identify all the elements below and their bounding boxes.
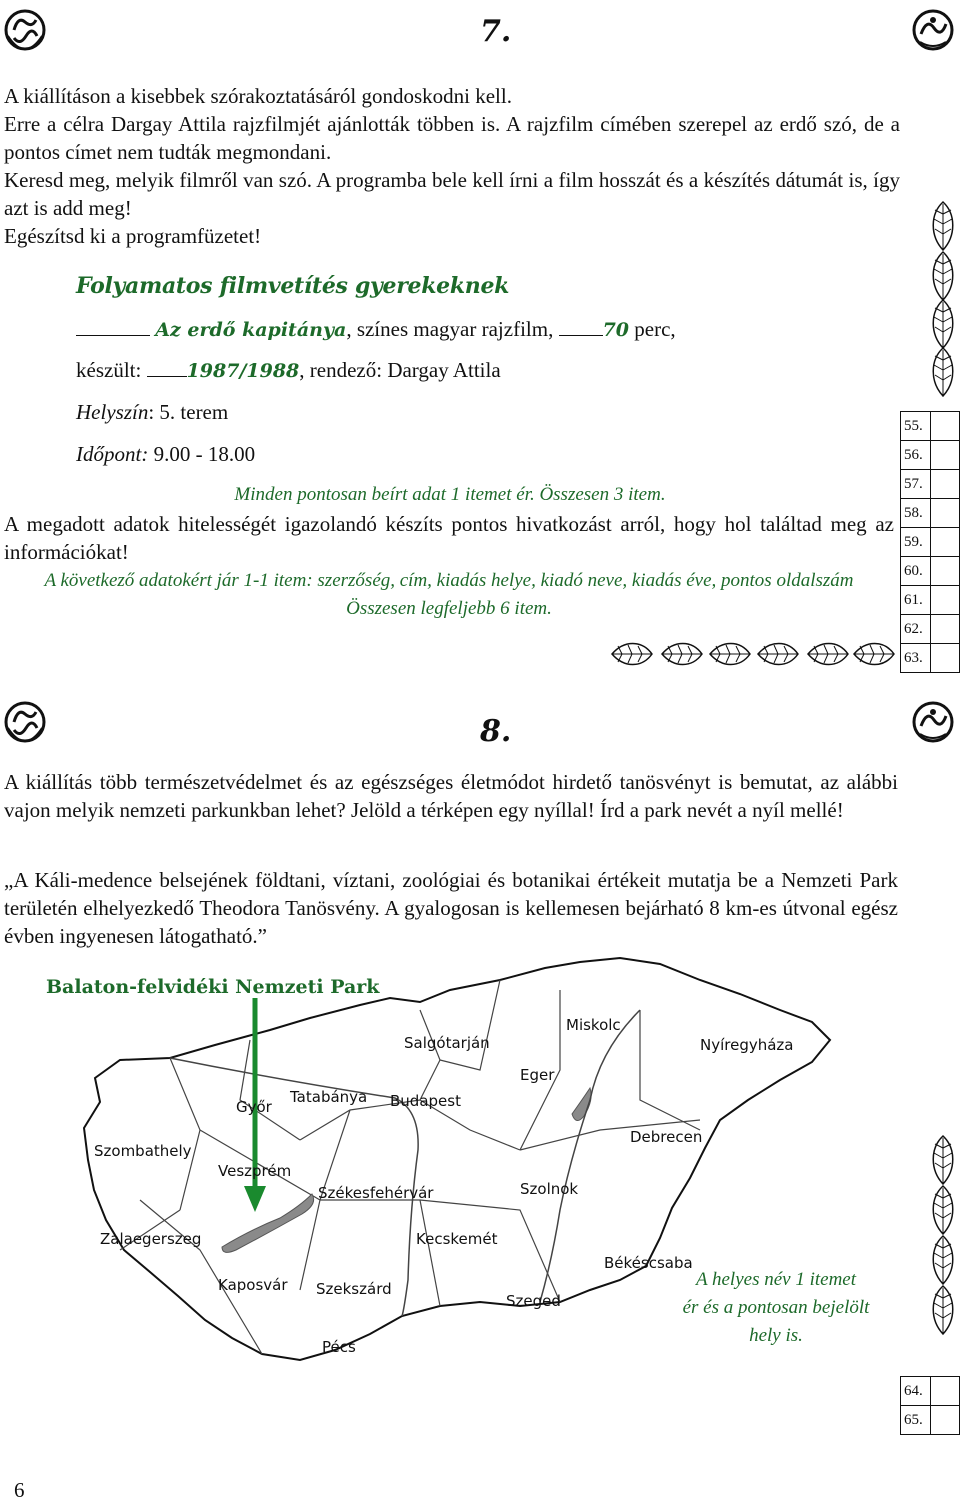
city-eger: Eger — [520, 1066, 555, 1084]
score-label: 63. — [901, 644, 931, 673]
city-bekescsaba: Békéscsaba — [604, 1254, 693, 1272]
task-8-scoring-line-3: hely is. — [749, 1325, 803, 1346]
score-row — [901, 586, 960, 615]
score-label: 55. — [901, 412, 931, 441]
task-7-line-2: Erre a célra Dargay Attila rajzfilmjét ajánlották többen is. A rajzfilm címében szerepel az erdő szó, de a pontos címet nem tudták megmondani. — [4, 112, 900, 164]
score-box[interactable] — [931, 1406, 960, 1435]
score-label: 64. — [901, 1377, 931, 1406]
city-gyor: Győr — [236, 1098, 272, 1116]
reference-scoring-line-1: A következő adatokért jár 1-1 item: szerzőség, cím, kiadás helye, kiadó neve, kiadás éve, pontos oldalszám — [44, 570, 854, 591]
score-label: 58. — [901, 499, 931, 528]
leaf-icon — [660, 640, 704, 668]
city-pecs: Pécs — [322, 1338, 356, 1356]
score-label: 61. — [901, 586, 931, 615]
city-veszprem: Veszprém — [218, 1162, 292, 1180]
city-debrecen: Debrecen — [630, 1128, 703, 1146]
score-box[interactable] — [931, 615, 960, 644]
score-row — [901, 1406, 960, 1435]
celtic-knot-logo-right — [912, 6, 954, 58]
reference-scoring-line-2: Összesen legfeljebb 6 item. — [346, 598, 552, 619]
location-value: : 5. terem — [148, 400, 229, 424]
celtic-knot-logo-right-2 — [912, 698, 954, 750]
score-label: 59. — [901, 528, 931, 557]
score-row — [901, 528, 960, 557]
score-box[interactable] — [931, 412, 960, 441]
director-text: , rendező: Dargay Attila — [299, 358, 501, 382]
film-length-unit: perc, — [634, 317, 676, 341]
task-8-intro: A kiállítás több természetvédelmet és az egészséges életmódot hirdető tanösvényt is bemutat, az alábbi vajon melyik nemzeti parkunkban lehet? Jelöld a térképen egy nyíllal! Írd a park nevét a nyíl mellé! — [4, 770, 898, 822]
leaf-icon — [926, 250, 960, 302]
program-title: Folyamatos filmvetítés gyerekeknek — [76, 273, 510, 299]
score-box[interactable] — [931, 557, 960, 586]
city-szekszard: Szekszárd — [316, 1280, 392, 1298]
leaf-icon — [926, 1184, 960, 1236]
score-box[interactable] — [931, 644, 960, 673]
city-tatabanya: Tatabánya — [290, 1088, 368, 1106]
leaf-icon — [926, 1234, 960, 1286]
film-length-answer: 70 — [602, 319, 630, 341]
city-miskolc: Miskolc — [566, 1016, 621, 1034]
leaf-icon — [926, 298, 960, 350]
celtic-knot-logo-left — [4, 6, 46, 58]
location-label: Helyszín — [76, 400, 149, 424]
celtic-knot-logo-left-2 — [4, 698, 46, 750]
city-salgotarjan: Salgótarján — [404, 1034, 490, 1052]
city-nyiregyhaza: Nyíregyháza — [700, 1036, 794, 1054]
score-box[interactable] — [931, 470, 960, 499]
task-7-scoring-note: Minden pontosan beírt adat 1 itemet ér. Összesen 3 item. — [234, 484, 666, 505]
score-label: 57. — [901, 470, 931, 499]
task-8-quote: „A Káli-medence belsejének földtani, víztani, zoológiai és botanikai értékeit mutatja be a Nemzeti Park területén elhelyezkedő Theodora Tanösvény. A gyalogosan is kellemesen bejárható 8 km-es útvonal egész évben ingyenesen látogatható.” — [4, 868, 898, 948]
location-line — [76, 400, 228, 425]
park-answer-label: Balaton-felvidéki Nemzeti Park — [46, 976, 380, 998]
score-label: 60. — [901, 557, 931, 586]
score-row — [901, 557, 960, 586]
task-7-intro — [4, 82, 900, 250]
leaf-icon — [610, 640, 654, 668]
score-row — [901, 644, 960, 673]
city-kaposvar: Kaposvár — [218, 1276, 288, 1294]
made-label: készült: — [76, 358, 142, 382]
score-box[interactable] — [931, 499, 960, 528]
score-box[interactable] — [931, 528, 960, 557]
score-label: 62. — [901, 615, 931, 644]
city-szeged: Szeged — [506, 1292, 561, 1310]
film-title-line — [76, 317, 676, 342]
film-title-blank[interactable] — [76, 317, 150, 336]
city-budapest: Budapest — [390, 1092, 461, 1110]
film-length-blank[interactable] — [559, 317, 603, 336]
film-desc: , színes magyar rajzfilm, — [346, 317, 554, 341]
city-zalaegerszeg: Zalaegerszeg — [100, 1230, 202, 1248]
time-line — [76, 442, 255, 467]
score-box[interactable] — [931, 586, 960, 615]
task-7-line-3: Keresd meg, melyik filmről van szó. A programba bele kell írni a film hosszát és a készítés dátumát is, így azt is add meg! — [4, 168, 900, 220]
leaf-icon — [926, 346, 960, 398]
score-box[interactable] — [931, 441, 960, 470]
made-line — [76, 358, 501, 383]
task-7-number: 7. — [480, 14, 512, 49]
city-kecskemet: Kecskemét — [416, 1230, 498, 1248]
leaf-icon — [756, 640, 800, 668]
leaf-icon — [926, 200, 960, 252]
time-label: Időpont: — [76, 442, 149, 466]
page-number: 6 — [14, 1478, 25, 1502]
score-row — [901, 499, 960, 528]
made-blank[interactable] — [147, 358, 187, 377]
leaf-icon — [708, 640, 752, 668]
city-szekesfehervar: Székesfehérvár — [318, 1184, 434, 1202]
task-8-scoring-line-1: A helyes név 1 itemet — [695, 1269, 857, 1290]
score-row — [901, 1377, 960, 1406]
score-table-task-8 — [900, 1376, 960, 1435]
score-row — [901, 441, 960, 470]
task-8-scoring-note — [666, 1266, 886, 1350]
task-7-line-4: Egészítsd ki a programfüzetet! — [4, 224, 262, 248]
score-label: 65. — [901, 1406, 931, 1435]
score-row — [901, 470, 960, 499]
leaf-icon — [926, 1284, 960, 1336]
task-8-scoring-line-2: ér és a pontosan bejelölt — [682, 1297, 870, 1318]
leaf-icon — [926, 1134, 960, 1186]
task-8-number: 8. — [480, 714, 512, 749]
leaf-icon — [852, 640, 896, 668]
score-box[interactable] — [931, 1377, 960, 1406]
task-7-line-1: A kiállításon a kisebbek szórakoztatásáról gondoskodni kell. — [4, 84, 512, 108]
city-szolnok: Szolnok — [520, 1180, 579, 1198]
score-row — [901, 615, 960, 644]
score-label: 56. — [901, 441, 931, 470]
city-szombathely: Szombathely — [94, 1142, 192, 1160]
time-value: 9.00 - 18.00 — [148, 442, 256, 466]
film-title-answer: Az erdő kapitánya — [155, 319, 347, 341]
score-table-task-7 — [900, 411, 960, 673]
reference-instruction: A megadott adatok hitelességét igazolandó készíts pontos hivatkozást arról, hogy hol találtad meg az információkat! — [4, 512, 894, 564]
reference-scoring — [4, 567, 894, 623]
score-row — [901, 412, 960, 441]
leaf-icon — [806, 640, 850, 668]
made-answer: 1987/1988 — [186, 360, 300, 382]
